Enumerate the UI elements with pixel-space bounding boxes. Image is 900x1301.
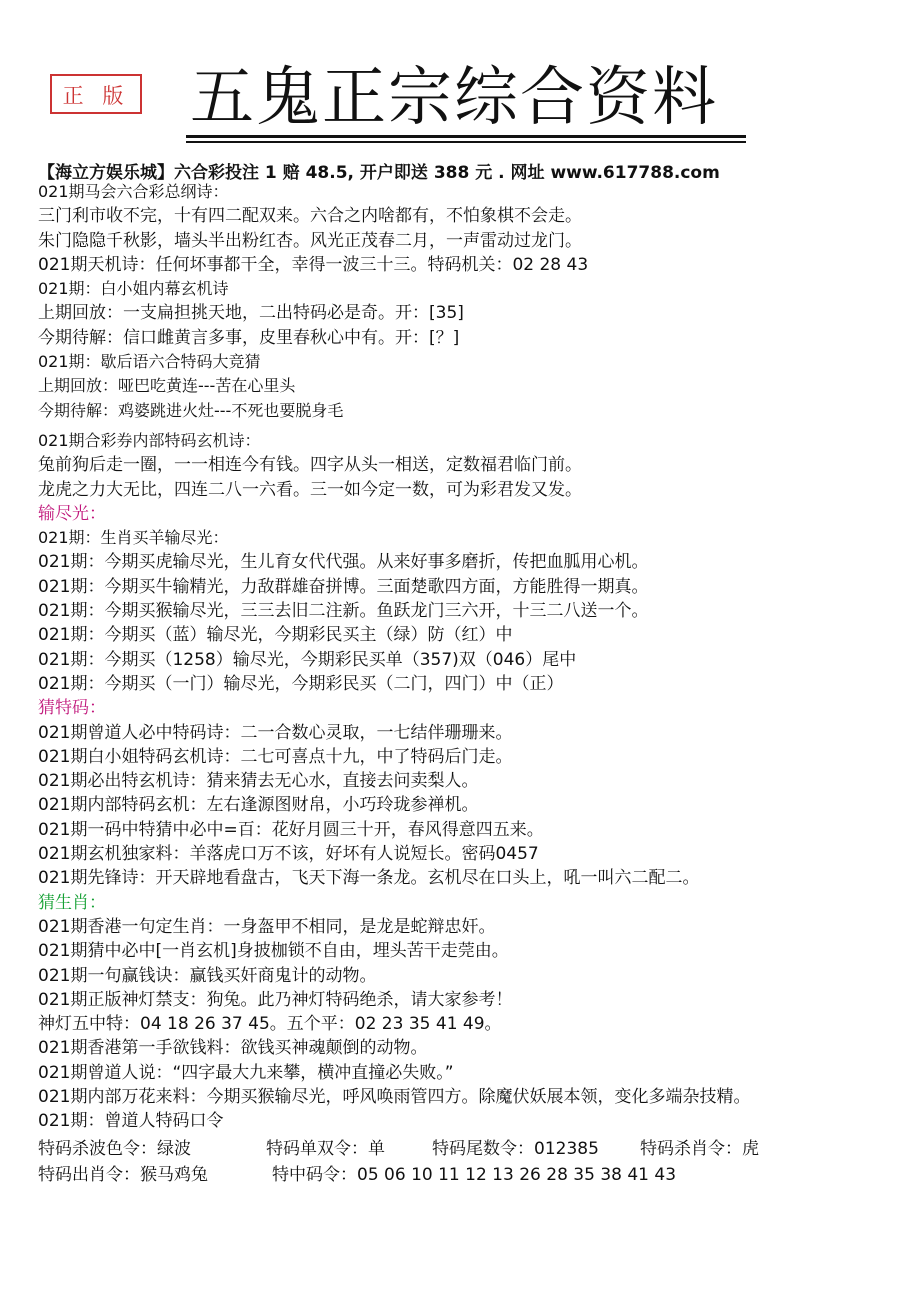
genuine-stamp: 正 版 <box>50 74 142 114</box>
list-item: 021期：生肖买羊输尽光： <box>38 528 229 548</box>
code-zodiac: 特码出肖令：猴马鸡兔 <box>38 1164 208 1185</box>
code-kill-zodiac: 特码杀肖令：虎 <box>640 1138 759 1159</box>
code-row-1 <box>38 1137 888 1161</box>
list-item: 021期一句赢钱诀：赢钱买奸商鬼计的动物。 <box>38 965 377 986</box>
list-item: 021期必出特玄机诗：猜来猜去无心水，直接去问卖梨人。 <box>38 771 479 792</box>
code-tail: 特码尾数令：012385 <box>432 1138 599 1159</box>
advert-line: 【海立方娱乐城】六合彩投注 1 赔 48.5, 开户即送 388 元 . 网址 www.617788.com <box>38 163 720 183</box>
code-row-2 <box>38 1163 888 1187</box>
list-item: 021期内部万花来料：今期买猴输尽光，呼风唤雨管四方。除魔伏妖展本领，变化多端杂技精。 <box>38 1086 751 1107</box>
title-underline-secondary <box>186 141 746 143</box>
code-numbers: 特中码令：05 06 10 11 12 13 26 28 35 38 41 43 <box>272 1164 677 1185</box>
list-item: 021期香港第一手欲钱料：欲钱买神魂颠倒的动物。 <box>38 1038 428 1059</box>
list-item: 021期：今期买牛输精光，力敌群雄奋拼博。三面楚歌四方面，方能胜得一期真。 <box>38 576 649 597</box>
text-line: 021期天机诗：任何坏事都干全，幸得一波三十三。特码机关：02 28 43 <box>38 254 589 275</box>
list-item: 021期：今期买（一门）输尽光，今期彩民买（二门，四门）中（正） <box>38 673 564 694</box>
text-line: 上期回放：哑巴吃黄连---苦在心里头 <box>38 376 296 396</box>
code-odd-even: 特码单双令：单 <box>266 1138 385 1159</box>
section-heading-lose: 输尽光： <box>38 503 106 524</box>
list-item: 021期香港一句定生肖：一身盔甲不相同，是龙是蛇辩忠奸。 <box>38 916 496 937</box>
text-line: 上期回放：一支扁担挑天地，二出特码必是奇。开：[35] <box>38 303 464 324</box>
list-item: 021期：今期买虎输尽光，生儿育女代代强。从来好事多磨折，传把血胍用心机。 <box>38 552 649 573</box>
content-body <box>38 180 888 1187</box>
text-line: 021期：白小姐内幕玄机诗 <box>38 279 229 299</box>
list-item: 021期猜中必中[一肖玄机]身披枷锁不自由，埋头苦干走莞由。 <box>38 941 509 962</box>
page-title: 五鬼正宗综合资料 <box>190 61 718 135</box>
text-line: 兔前狗后走一圈，一一相连今有钱。四字从头一相送，定数福君临门前。 <box>38 455 582 476</box>
list-item: 021期白小姐特码玄机诗：二七可喜点十九，中了特码后门走。 <box>38 746 513 767</box>
section-heading-guess-zodiac: 猜生肖： <box>38 892 106 913</box>
list-item: 021期：曾道人特码口令 <box>38 1111 224 1132</box>
text-line: 今期待解：鸡婆跳进火灶---不死也要脱身毛 <box>38 400 344 420</box>
list-item: 021期内部特码玄机：左右逢源图财帛，小巧玲珑参禅机。 <box>38 795 479 816</box>
list-item: 021期先锋诗：开天辟地看盘古，飞天下海一条龙。玄机尽在口头上，吼一叫六二配二。 <box>38 868 700 889</box>
list-item: 021期一码中特猜中必中=百：花好月圆三十开，春风得意四五来。 <box>38 819 544 840</box>
title-underline <box>186 135 746 138</box>
code-kill-wave: 特码杀波色令：绿波 <box>38 1138 191 1159</box>
list-item: 神灯五中特：04 18 26 37 45。五个平：02 23 35 41 49。 <box>38 1014 502 1035</box>
list-item: 021期玄机独家料：羊落虎口万不该，好坏有人说短长。密码0457 <box>38 844 539 865</box>
text-line: 021期马会六合彩总纲诗： <box>38 182 229 201</box>
text-line: 今期待解：信口雌黄言多事，皮里春秋心中有。开：[？] <box>38 327 460 348</box>
text-line: 龙虎之力大无比，四连二八一六看。三一如今定一数，可为彩君发又发。 <box>38 479 582 500</box>
section-heading-guess-code: 猜特码： <box>38 698 106 719</box>
list-item: 021期正版神灯禁支：狗兔。此乃神灯特码绝杀，请大家参考！ <box>38 989 513 1010</box>
text-line: 三门利市收不完，十有四二配双来。六合之内啥都有，不怕象棋不会走。 <box>38 206 582 227</box>
list-item: 021期：今期买（1258）输尽光，今期彩民买单（357)双（046）尾中 <box>38 649 577 670</box>
list-item: 021期：今期买（蓝）输尽光，今期彩民买主（绿）防（红）中 <box>38 625 513 646</box>
text-line: 021期：歇后语六合特码大竞猜 <box>38 352 261 372</box>
list-item: 021期：今期买猴输尽光，三三去旧二注新。鱼跃龙门三六开，十三二八送一个。 <box>38 601 649 622</box>
text-line: 021期合彩券内部特码玄机诗： <box>38 430 261 450</box>
text-line: 朱门隐隐千秋影，墙头半出粉红杏。风光正茂春二月，一声雷动过龙门。 <box>38 230 582 251</box>
list-item: 021期曾道人必中特码诗：二一合数心灵取，一七结伴珊珊来。 <box>38 722 513 743</box>
list-item: 021期曾道人说：“四字最大九来攀，横冲直撞必失败。” <box>38 1062 454 1083</box>
